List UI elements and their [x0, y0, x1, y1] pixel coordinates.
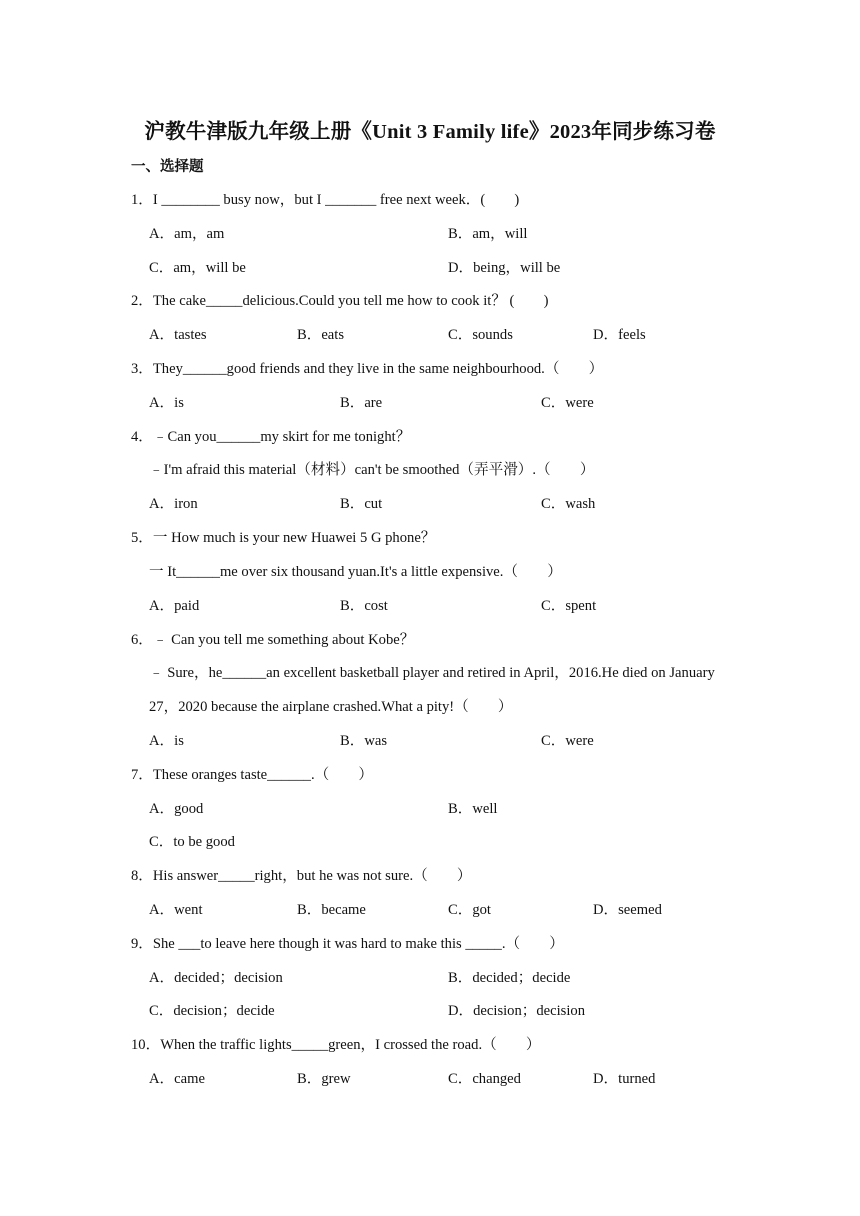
question-4-stem: 4．﹣Can you______my skirt for me tonight？: [131, 429, 411, 445]
question-6-stem: 6．﹣ Can you tell me something about Kobe？: [131, 632, 415, 648]
q8-option-d: D．seemed: [593, 902, 662, 918]
q8-option-c: C．got: [448, 902, 491, 918]
q7-option-c: C．to be good: [149, 834, 235, 850]
q1-option-a: A．am，am: [149, 226, 225, 242]
section-heading: 一、选择题: [131, 159, 204, 175]
q9-option-a: A．decided；decision: [149, 970, 283, 986]
q5-option-c: C．spent: [541, 598, 597, 614]
q9-option-d: D．decision；decision: [448, 1003, 585, 1019]
question-3-stem: 3．They______good friends and they live in the same neighbourhood.（ ）: [131, 361, 604, 377]
q2-option-a: A．tastes: [149, 327, 207, 343]
q9-option-c: C．decision；decide: [149, 1003, 275, 1019]
question-1-stem: 1．I ________ busy now，but I _______ free next week．( ): [131, 192, 520, 208]
q10-option-c: C．changed: [448, 1071, 521, 1087]
question-6-reply: ﹣ Sure，he______an excellent basketball player and retired in April，2016.He died on January: [149, 665, 715, 681]
question-4-reply: ﹣I'm afraid this material（材料）can't be smoothed（弄平滑）.（ ）: [149, 462, 595, 478]
q6-option-c: C．were: [541, 733, 594, 749]
question-7-stem: 7．These oranges taste______.（ ）: [131, 767, 373, 783]
question-2-stem: 2．The cake_____delicious.Could you tell me how to cook it？ ( ): [131, 293, 549, 309]
q9-option-b: B．decided；decide: [448, 970, 571, 986]
q1-option-d: D．being，will be: [448, 260, 561, 276]
page-title: 沪教牛津版九年级上册《Unit 3 Family life》2023年同步练习卷: [144, 121, 716, 143]
q3-option-a: A．is: [149, 395, 184, 411]
q8-option-b: B．became: [297, 902, 366, 918]
q3-option-c: C．were: [541, 395, 594, 411]
q6-option-a: A．is: [149, 733, 184, 749]
q4-option-c: C．wash: [541, 496, 596, 512]
q2-option-b: B．eats: [297, 327, 345, 343]
q7-option-b: B．well: [448, 801, 498, 817]
q7-option-a: A．good: [149, 801, 204, 817]
q10-option-b: B．grew: [297, 1071, 351, 1087]
q2-option-c: C．sounds: [448, 327, 513, 343]
question-5-reply: 一 It______me over six thousand yuan.It's a little expensive.（ ）: [149, 564, 562, 580]
q5-option-a: A．paid: [149, 598, 200, 614]
q5-option-b: B．cost: [340, 598, 388, 614]
q10-option-d: D．turned: [593, 1071, 656, 1087]
q3-option-b: B．are: [340, 395, 383, 411]
question-6-reply-cont: 27，2020 because the airplane crashed.What a pity!（ ）: [149, 699, 513, 715]
q1-option-b: B．am，will: [448, 226, 528, 242]
q1-option-c: C．am，will be: [149, 260, 246, 276]
q6-option-b: B．was: [340, 733, 388, 749]
q10-option-a: A．came: [149, 1071, 205, 1087]
q4-option-b: B．cut: [340, 496, 383, 512]
question-5-stem: 5．一 How much is your new Huawei 5 G phone？: [131, 530, 436, 546]
q8-option-a: A．went: [149, 902, 203, 918]
q4-option-a: A．iron: [149, 496, 198, 512]
question-10-stem: 10．When the traffic lights_____green，I crossed the road.（ ）: [131, 1037, 541, 1053]
question-9-stem: 9．She ___to leave here though it was hard to make this _____.（ ）: [131, 936, 564, 952]
q2-option-d: D．feels: [593, 327, 646, 343]
question-8-stem: 8．His answer_____right，but he was not sure.（ ）: [131, 868, 472, 884]
